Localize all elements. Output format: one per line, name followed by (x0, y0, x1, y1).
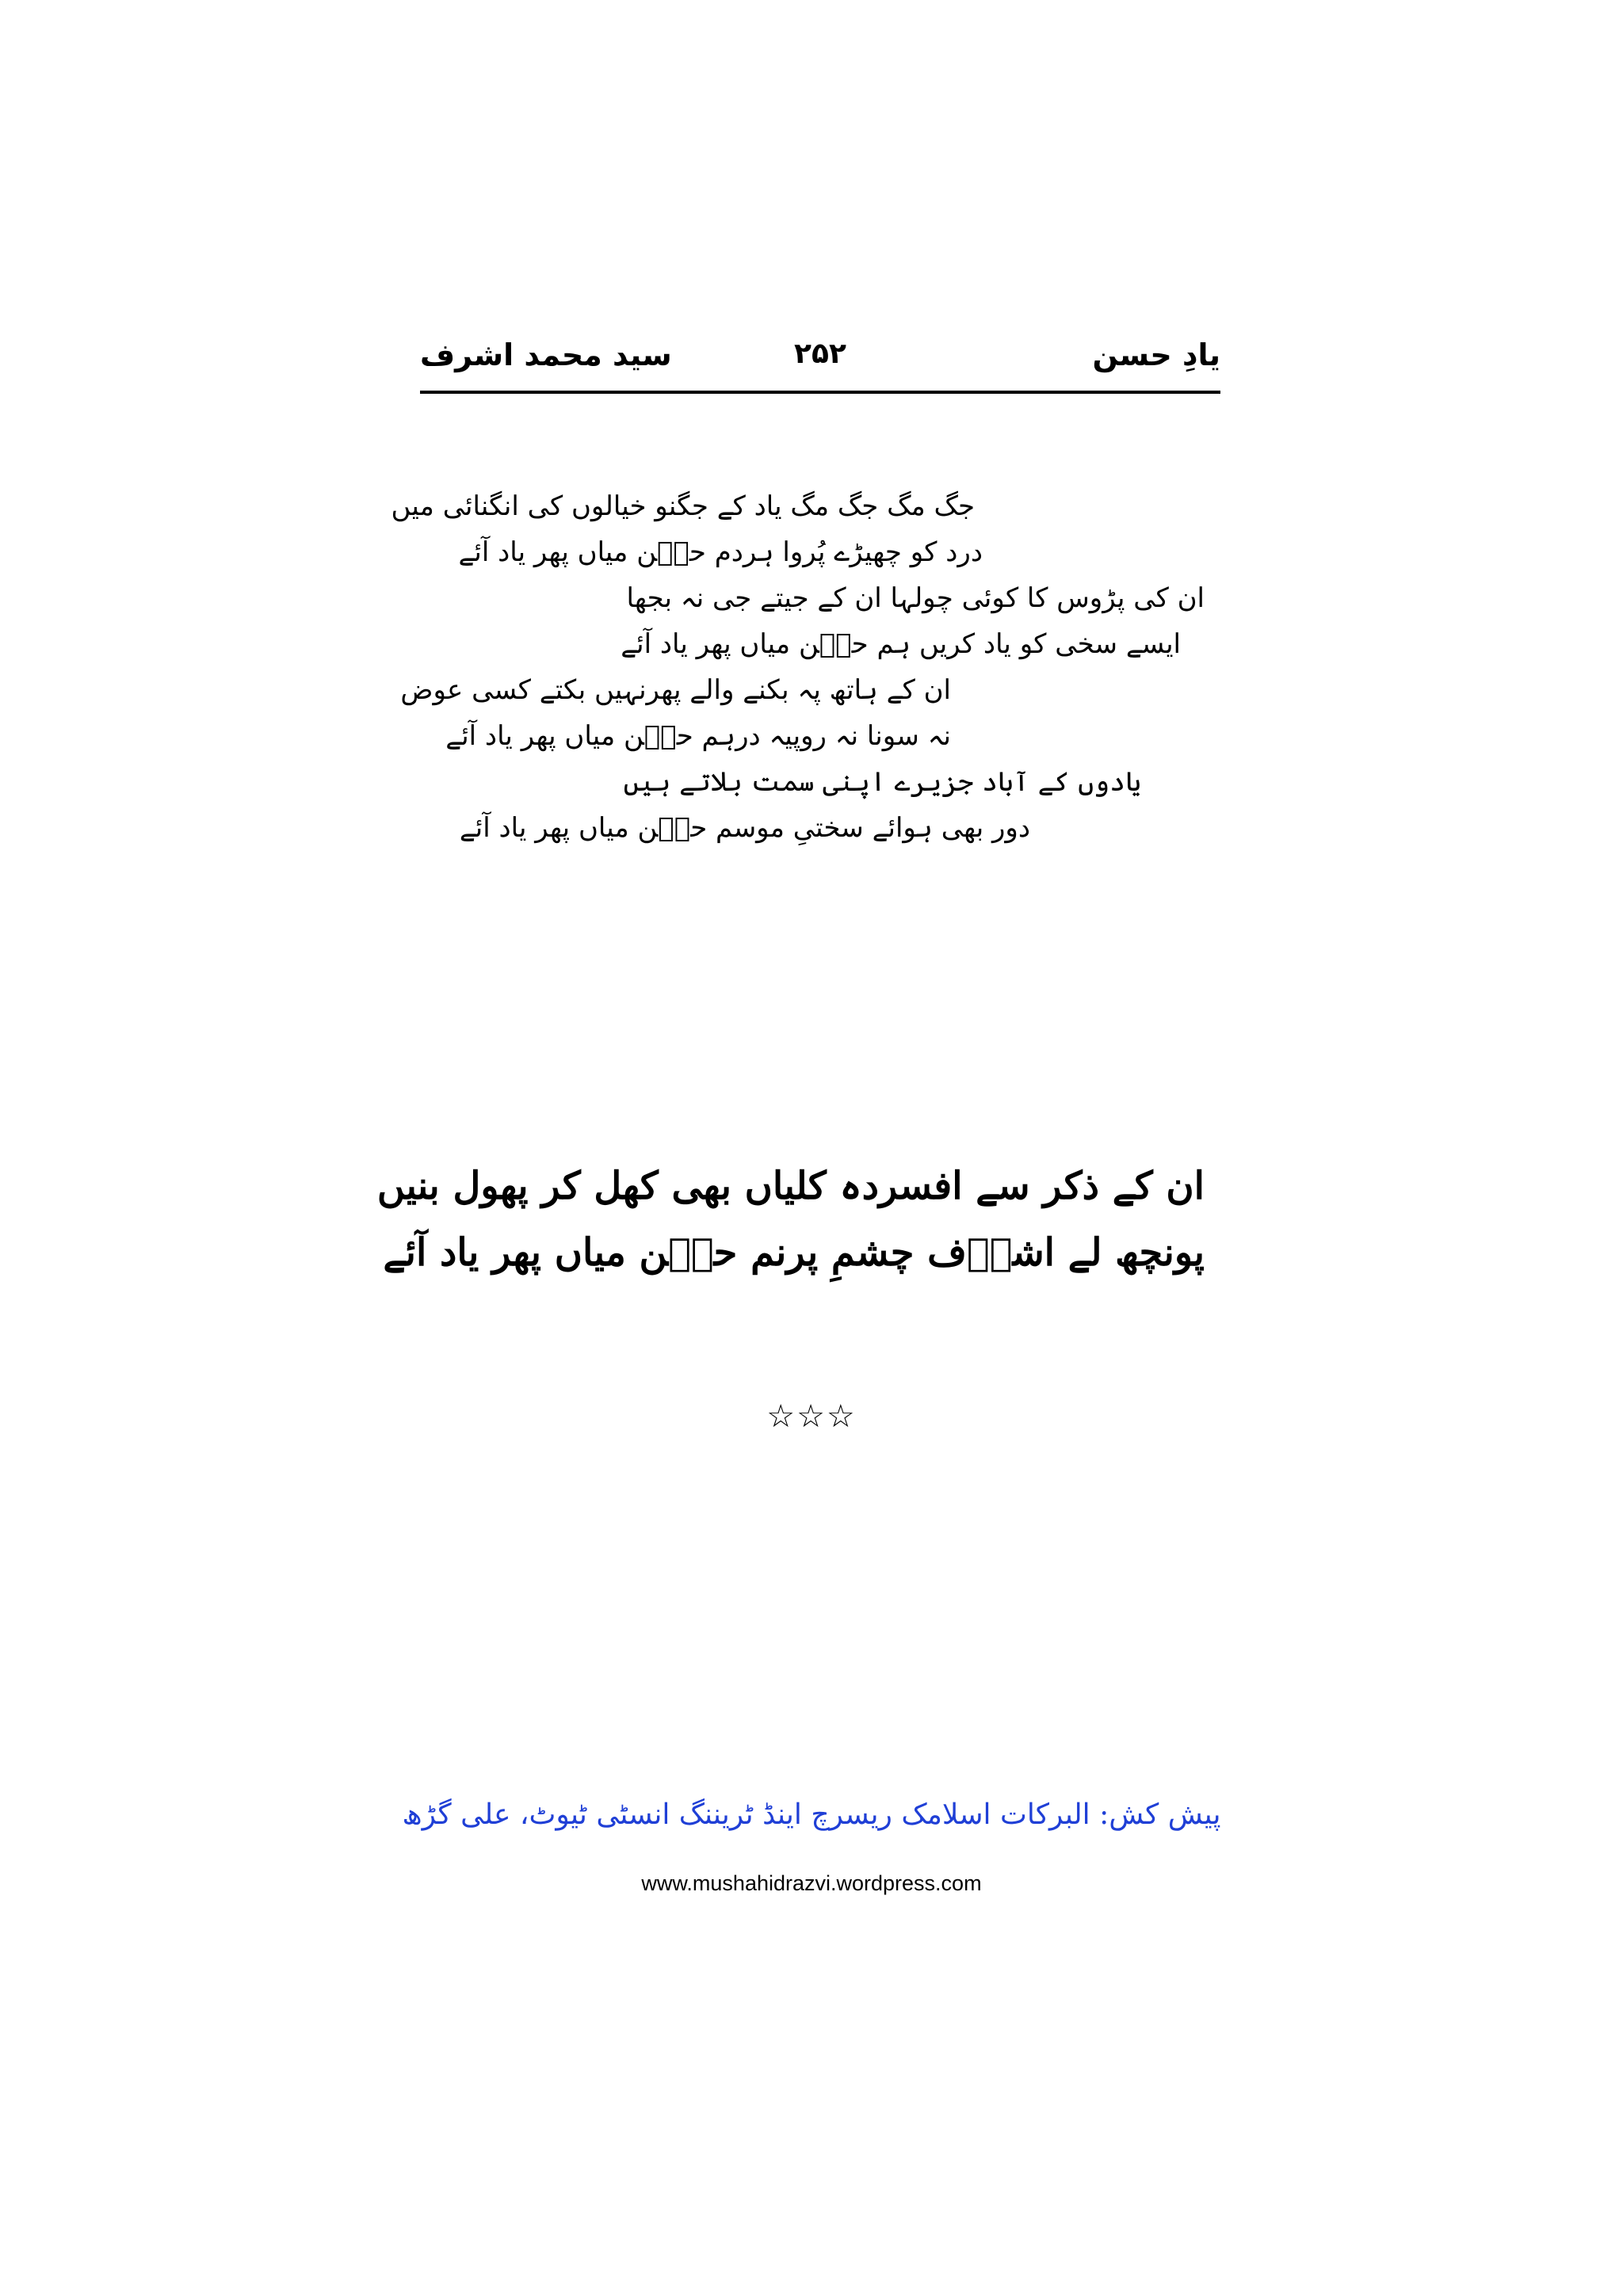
website-url: www.mushahidrazvi.wordpress.com (641, 1871, 982, 1895)
poem-line: ایسے سخی کو یاد کریں ہم حسؔن میاں پھر یاد آئے (621, 628, 1181, 660)
poem-line: ان کے ہاتھ پہ بکنے والے پھرنہیں بکتے کسی عوض (400, 674, 951, 706)
poem-line: جگ مگ جگ مگ یاد کے جگنو خیالوں کی انگنائی میں (391, 490, 975, 522)
final-couplet (376, 1153, 1205, 1286)
poem-line: دور بھی ہوائے سختیِ موسم حسؔن میاں پھر یاد آئے (459, 812, 1030, 844)
poem-line: درد کو چھیڑے پُروا ہردم حسؔن میاں پھر یاد آئے (458, 536, 983, 568)
publisher-credit: پیش کش: البرکات اسلامک ریسرچ اینڈ ٹریننگ انسٹی ٹیوٹ، علی گڑھ (402, 1798, 1221, 1831)
final-couplet-line-1: ان کے ذکر سے افسردہ کلیاں بھی کھل کر پھول بنیں (376, 1164, 1205, 1208)
poem-line: یادوں کے آباد جزیرے اپنی سمت بلاتے ہیں (623, 766, 1141, 798)
final-couplet-line-2: پونچھ لے اشرؔف چشمِ پرنم حسؔن میاں پھر یاد آئے (383, 1230, 1205, 1275)
section-separator: ☆☆☆ (766, 1398, 857, 1435)
poem-line: ان کی پڑوس کا کوئی چولہا ان کے جیتے جی نہ بجھا (626, 582, 1205, 614)
poem-body (391, 483, 1205, 851)
book-title: یادِ حسن (1092, 338, 1220, 372)
page-header (420, 333, 1220, 396)
page-number: ۲۵۲ (794, 338, 846, 370)
author-name: سید محمد اشرف (420, 338, 672, 372)
header-divider (420, 391, 1220, 394)
poem-line: نہ سونا نہ روپیہ درہم حسؔن میاں پھر یاد آئے (445, 720, 951, 752)
